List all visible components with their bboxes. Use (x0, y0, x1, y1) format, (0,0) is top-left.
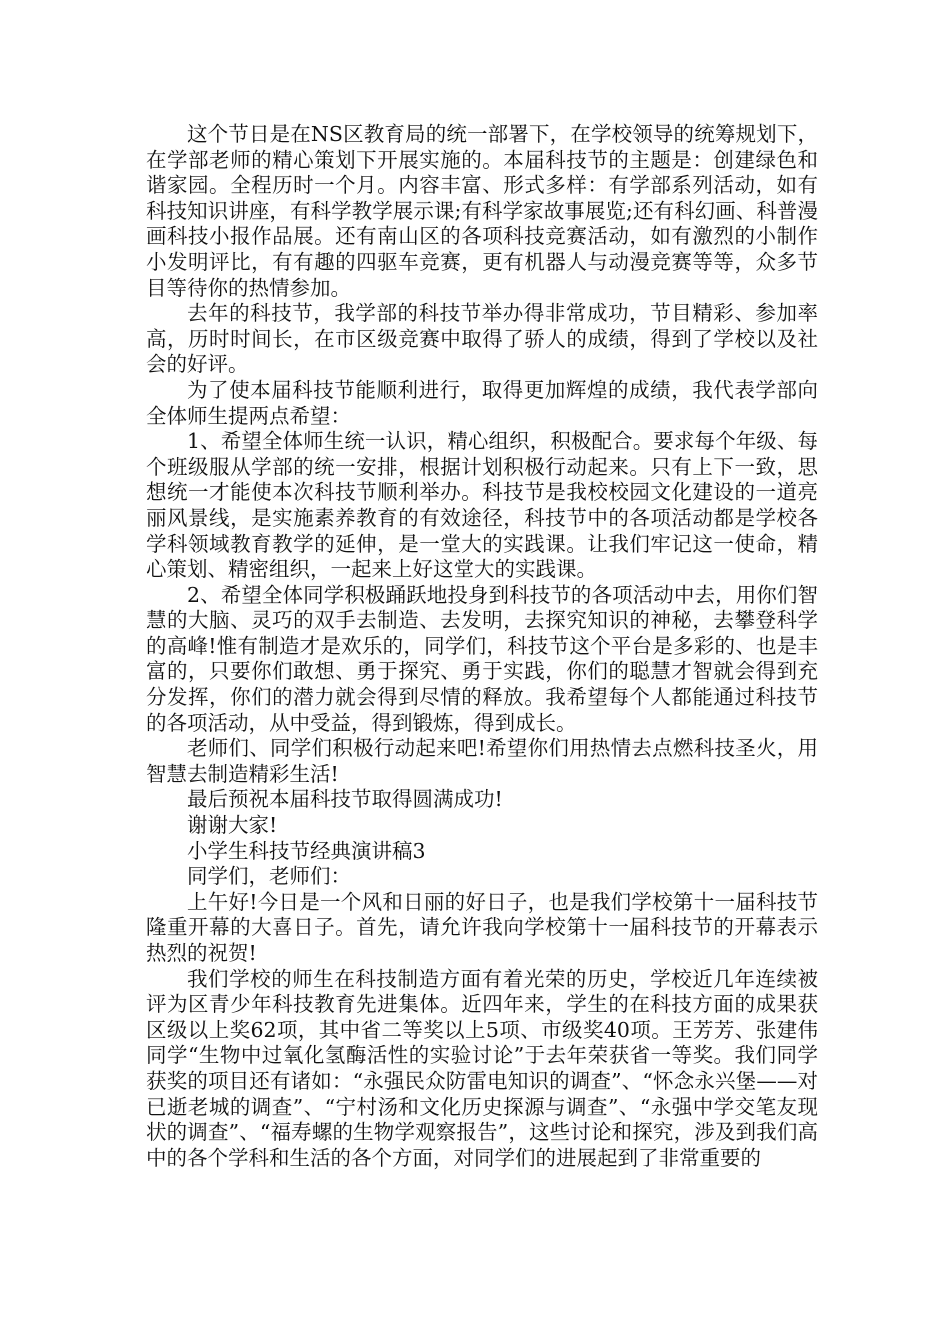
section-title: 小学生科技节经典演讲稿3 (187, 838, 426, 863)
paragraph-hopes-intro: 为了使本届科技节能顺利进行，取得更加辉煌的成绩，我代表学部向全体师生提两点希望： (146, 377, 818, 428)
paragraph-last-year: 去年的科技节，我学部的科技节举办得非常成功，节目精彩、参加率高，历时时间长，在市区级竞赛中取得了骄人的成绩，得到了学校以及社会的好评。 (146, 301, 818, 377)
paragraph-hope-2: 2、希望全体同学积极踊跃地投身到科技节的各项活动中去，用你们智慧的大脑、灵巧的双手去制造、去发明，去探究知识的神秘，去攀登科学的高峰!惟有制造才是欢乐的，同学们，科技节这个平台是多彩的、也是丰富的，只要你们敢想、勇于探究、勇于实践，你们的聪慧才智就会得到充分发挥，你们的潜力就会得到尽情的释放。我希望每个人都能通过科技节的各项活动，从中受益，得到锻炼，得到成长。 (146, 582, 818, 735)
document-body (146, 122, 818, 1171)
paragraph-thanks: 谢谢大家! (187, 813, 278, 838)
paragraph-history: 我们学校的师生在科技制造方面有着光荣的历史，学校近几年连续被评为区青少年科技教育先进集体。近四年来，学生的在科技方面的成果获区级以上奖62项，其中省二等奖以上5项、市级奖40项。王芳芳、张建伟同学“生物中过氧化氢酶活性的实验讨论”于去年荣获省一等奖。我们同学获奖的项目还有诸如：“永强民众防雷电知识的调查”、“怀念永兴堡——对已逝老城的调查”、“宁村汤和文化历史探源与调查”、“永强中学交笔友现状的调查”、“福寿螺的生物学观察报告”，这些讨论和探究，涉及到我们高中的各个学科和生活的各个方面，对同学们的进展起到了非常重要的 (146, 966, 818, 1170)
paragraph-theme: 这个节日是在NS区教育局的统一部署下，在学校领导的统筹规划下，在学部老师的精心策划下开展实施的。本届科技节的主题是：创建绿色和谐家园。全程历时一个月。内容丰富、形式多样：有学部系列活动，如有科技知识讲座，有科学教学展示课;有科学家故事展览;还有科幻画、科普漫画科技小报作品展。还有南山区的各项科技竞赛活动，如有激烈的小制作小发明评比，有有趣的四驱车竞赛，更有机器人与动漫竞赛等等，众多节目等待你的热情参加。 (146, 122, 818, 300)
paragraph-greeting: 同学们，老师们： (187, 864, 351, 889)
paragraph-call-to-action: 老师们、同学们积极行动起来吧!希望你们用热情去点燃科技圣火，用智慧去制造精彩生活! (146, 736, 818, 786)
paragraph-hope-1: 1、希望全体师生统一认识，精心组织，积极配合。要求每个年级、每个班级服从学部的统一安排，根据计划积极行动起来。只有上下一致，思想统一才能使本次科技节顺利举办。科技节是我校校园文化建设的一道亮丽风景线，是实施素养教育的有效途径，科技节中的各项活动都是学校各学科领域教育教学的延伸，是一堂大的实践课。让我们牢记这一使命，精心策划、精密组织，一起来上好这堂大的实践课。 (146, 429, 818, 582)
paragraph-opening: 上午好!今日是一个风和日丽的好日子，也是我们学校第十一届科技节隆重开幕的大喜日子。首先，请允许我向学校第十一届科技节的开幕表示热烈的祝贺! (146, 889, 818, 965)
paragraph-wish: 最后预祝本届科技节取得圆满成功! (187, 787, 503, 812)
